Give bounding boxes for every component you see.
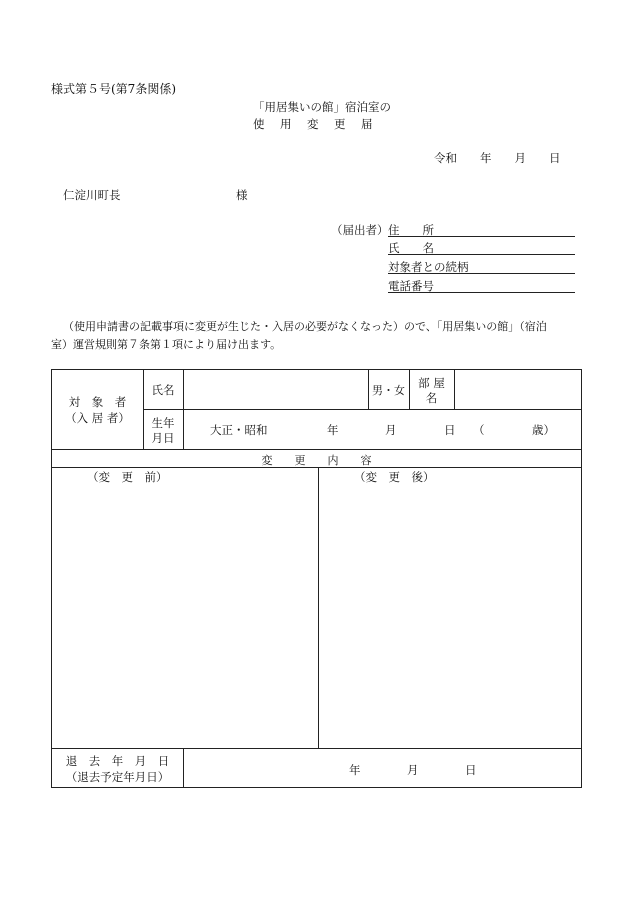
relationship-label: 対象者との続柄 <box>388 260 469 274</box>
sex-select[interactable]: 男・女 <box>372 384 405 397</box>
leave-label-line2: （退去予定年月日） <box>65 770 170 784</box>
leave-label-line1: 退 去 年 月 日 <box>65 754 170 768</box>
applicant-label: （届出者） <box>331 223 389 237</box>
after-content-area[interactable] <box>319 484 581 747</box>
room-label-line2: 名 <box>425 391 438 405</box>
body-text-line2: 室）運営規則第７条第１項により届け出ます。 <box>51 338 282 351</box>
after-label: （変 更 後） <box>354 470 435 484</box>
leave-year-label: 年 <box>349 763 361 777</box>
form-title-line2: 使 用 変 更 届 <box>253 117 375 131</box>
before-content-area[interactable] <box>52 484 318 747</box>
row-divider-1 <box>143 409 582 410</box>
change-header: 変 更 内 容 <box>261 454 372 467</box>
birth-day-label: 日 <box>444 423 456 437</box>
honorific: 様 <box>236 188 248 202</box>
row-divider-4 <box>52 748 581 749</box>
leave-month-label: 月 <box>407 763 419 777</box>
form-table <box>51 369 582 788</box>
name-label: 氏 名 <box>388 241 434 255</box>
birth-year-label: 年 <box>327 423 339 437</box>
before-label: （変 更 前） <box>87 470 168 484</box>
row-divider-2 <box>52 449 581 450</box>
date-line: 令和 年 月 日 <box>434 151 561 165</box>
phone-label: 電話番号 <box>388 279 434 293</box>
addressee: 仁淀川町長 <box>63 188 121 202</box>
name-input[interactable] <box>184 370 368 409</box>
subject-label-line1: 対 象 者 <box>68 395 127 409</box>
birth-label-line2: 月日 <box>151 431 175 445</box>
age-label: 歳） <box>532 423 555 437</box>
room-label-line1: 部 屋 <box>418 376 445 390</box>
form-title-line1: 「用居集いの館」宿泊室の <box>253 100 391 114</box>
birth-label-line1: 生年 <box>151 416 175 430</box>
phone-field[interactable] <box>388 278 575 293</box>
era-select[interactable]: 大正・昭和 <box>210 423 268 437</box>
room-name-input[interactable] <box>455 370 582 409</box>
birth-month-label: 月 <box>385 423 397 437</box>
leave-day-label: 日 <box>465 763 477 777</box>
address-label: 住 所 <box>388 223 434 237</box>
address-field[interactable] <box>388 222 575 237</box>
age-open-paren: （ <box>473 423 485 437</box>
body-text-line1: （使用申請書の記載事項に変更が生じた・入居の必要がなくなった）ので、「用居集いの館」（宿泊 <box>63 320 547 333</box>
relationship-field[interactable] <box>388 259 575 274</box>
name-field[interactable] <box>388 240 575 255</box>
col-divider-7 <box>183 748 184 788</box>
form-number: 様式第５号(第7条関係) <box>51 82 176 96</box>
subject-label-line2: （入 居 者） <box>65 411 130 425</box>
name-label-cell: 氏名 <box>151 383 175 397</box>
